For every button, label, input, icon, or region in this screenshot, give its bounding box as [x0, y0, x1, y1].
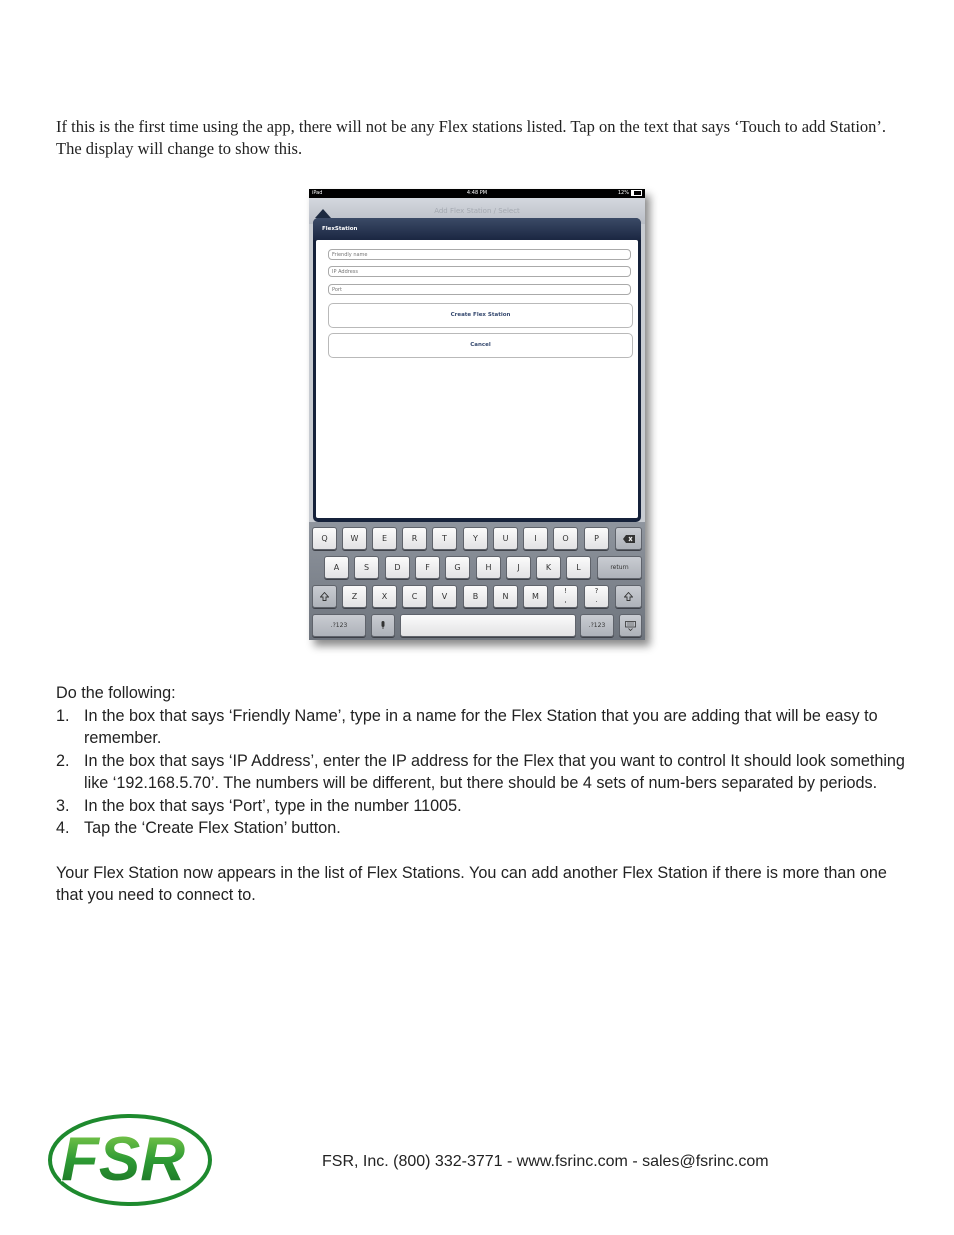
friendly-name-input[interactable]	[328, 249, 631, 260]
popover-arrow	[315, 209, 331, 218]
battery-percent: 12%	[617, 190, 629, 196]
step-text: Tap the ‘Create Flex Station’ button.	[84, 819, 341, 837]
logo-text: FSR	[61, 1125, 185, 1194]
steps-list	[56, 705, 906, 840]
instructions	[56, 682, 906, 907]
shift-key-right[interactable]	[615, 585, 642, 608]
key-question-period[interactable]	[584, 585, 609, 608]
step-item	[56, 750, 906, 795]
instructions-lead: Do the following:	[56, 684, 176, 702]
device-label: iPad	[312, 190, 323, 196]
key-b[interactable]: B	[463, 585, 488, 608]
fsr-logo	[35, 1112, 215, 1208]
space-bar[interactable]	[400, 614, 576, 637]
key-h[interactable]: H	[476, 556, 501, 579]
key-m[interactable]: M	[523, 585, 548, 608]
key-g[interactable]: G	[445, 556, 470, 579]
step-item	[56, 705, 906, 750]
key-c[interactable]: C	[402, 585, 427, 608]
battery-status	[618, 189, 642, 198]
step-text: In the box that says ‘IP Address’, enter the IP address for the Flex that you want to control It should look something like ‘192.168.5.70’. The numbers will be different, but there should be 4 sets of num-bers separated by periods.	[84, 751, 905, 792]
question-label: ?	[594, 587, 599, 595]
ipad-screenshot	[309, 189, 645, 640]
key-a[interactable]: A	[324, 556, 349, 579]
key-u[interactable]: U	[493, 527, 518, 550]
footer-contact: FSR, Inc. (800) 332-3771 - www.fsrinc.com - sales@fsrinc.com	[322, 1153, 769, 1170]
step-number: 3.	[56, 796, 70, 815]
step-text: In the box that says ‘Friendly Name’, type in a name for the Flex Station that you are adding that will be easy to remember.	[84, 706, 878, 747]
key-d[interactable]: D	[385, 556, 410, 579]
shift-key-left[interactable]	[312, 585, 337, 608]
hide-keyboard-icon	[625, 621, 636, 631]
period-label: .	[595, 596, 598, 604]
key-e[interactable]: E	[372, 527, 397, 550]
key-v[interactable]: V	[432, 585, 457, 608]
backspace-key[interactable]	[615, 527, 642, 550]
microphone-icon	[380, 621, 386, 630]
key-q[interactable]: Q	[312, 527, 337, 550]
background-title: Add Flex Station / Select	[434, 207, 520, 215]
key-k[interactable]: K	[536, 556, 561, 579]
shift-icon	[320, 592, 329, 601]
popover-title: FlexStation	[322, 226, 358, 232]
key-i[interactable]: I	[523, 527, 548, 550]
step-number: 1.	[56, 706, 70, 725]
popover-header	[313, 218, 641, 240]
add-station-popover	[313, 218, 641, 522]
key-exclaim-comma[interactable]	[553, 585, 578, 608]
create-flex-station-button[interactable]: Create Flex Station	[328, 303, 633, 328]
cancel-button[interactable]: Cancel	[328, 333, 633, 358]
step-number: 4.	[56, 819, 70, 837]
intro-paragraph: If this is the first time using the app, there will not be any Flex stations listed. Tap on the text that says ‘Touch to add Station’. The display will change to show this.	[56, 117, 887, 158]
key-j[interactable]: J	[506, 556, 531, 579]
key-l[interactable]: L	[566, 556, 591, 579]
clock: 4:48 PM	[466, 190, 488, 196]
numbers-key-left[interactable]: .?123	[312, 614, 366, 637]
key-s[interactable]: S	[354, 556, 379, 579]
key-w[interactable]: W	[342, 527, 367, 550]
step-item	[56, 817, 906, 840]
return-key[interactable]: return	[597, 556, 642, 579]
step-number: 2.	[56, 751, 70, 770]
on-screen-keyboard	[309, 522, 645, 640]
closing-paragraph: Your Flex Station now appears in the list of Flex Stations. You can add another Flex Station if there is more than one that you need to connect to.	[56, 863, 887, 904]
status-bar	[309, 189, 645, 198]
key-r[interactable]: R	[402, 527, 427, 550]
port-input[interactable]	[328, 284, 631, 295]
key-x[interactable]: X	[372, 585, 397, 608]
dictation-key[interactable]	[371, 614, 395, 637]
comma-label: ,	[564, 596, 567, 604]
key-f[interactable]: F	[415, 556, 440, 579]
key-p[interactable]: P	[584, 527, 609, 550]
key-o[interactable]: O	[553, 527, 578, 550]
key-z[interactable]: Z	[342, 585, 367, 608]
key-y[interactable]: Y	[463, 527, 488, 550]
numbers-key-right[interactable]: .?123	[580, 614, 614, 637]
step-item	[56, 795, 906, 818]
key-n[interactable]: N	[493, 585, 518, 608]
hide-keyboard-key[interactable]	[619, 614, 642, 637]
ip-address-input[interactable]	[328, 266, 631, 277]
step-text: In the box that says ‘Port’, type in the number 11005.	[84, 796, 462, 815]
key-t[interactable]: T	[432, 527, 457, 550]
battery-icon	[631, 190, 642, 196]
shift-icon	[624, 592, 633, 601]
popover-body	[316, 240, 638, 518]
exclaim-label: !	[564, 587, 567, 595]
backspace-icon	[623, 535, 635, 543]
